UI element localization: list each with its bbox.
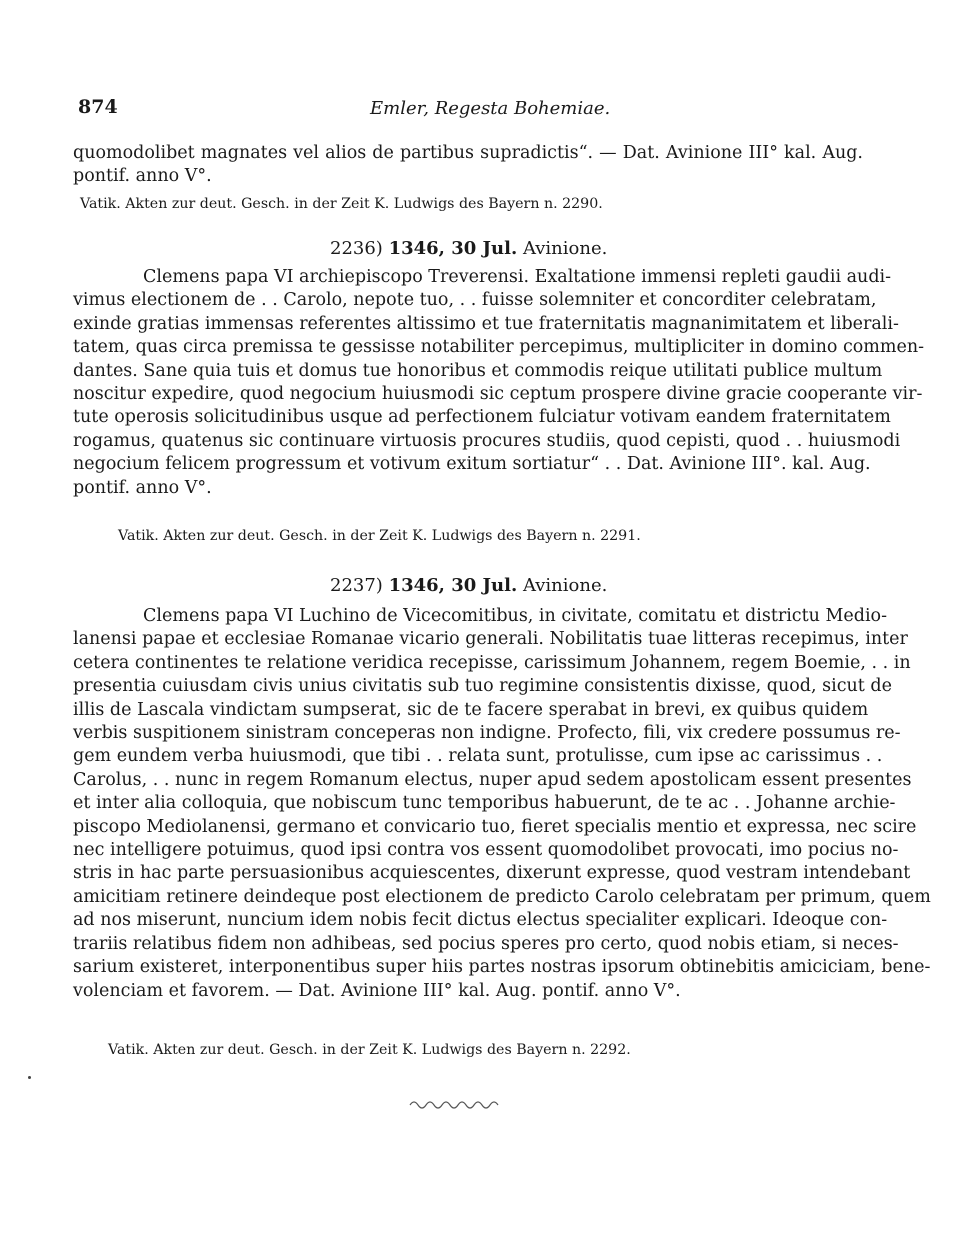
entry-source: Vatik. Akten zur deut. Gesch. in der Zeit K. Ludwigs des Bayern n. 2292. bbox=[108, 1042, 631, 1058]
text-line: tute operosis solicitudinibus usque ad perfectionem fulciatur votivam eandem fraternitatem bbox=[73, 407, 891, 428]
text-line: Clemens papa VI Luchino de Vicecomitibus, in civitate, comitatu et districtu Medio- bbox=[143, 606, 887, 626]
text-line: dantes. Sane quia tuis et domus tue honoribus et commodis reique utilitati publice multum bbox=[73, 360, 883, 381]
entry-heading bbox=[330, 575, 607, 596]
entry-number: 2236) bbox=[330, 238, 383, 259]
entry-text bbox=[73, 266, 925, 500]
text-line: presentia cuiusdam civis unius civitatis sub tuo regimine consistentis dixisse, quod, sicut de bbox=[73, 676, 892, 697]
text-line: exinde gratias immensas referentes altissimo et tue fraternitatis magnanimitatem et liberali- bbox=[73, 313, 899, 334]
text-line: rogamus, quatenus sic continuare virtuosis procures studiis, quod cepisti, quod . . huiusmodi bbox=[73, 430, 901, 451]
entry-date: 1346, 30 Jul. bbox=[388, 238, 518, 259]
text-line: vimus electionem de . . Carolo, nepote tuo, . . fuisse solemniter et concorditer celebratam, bbox=[73, 290, 877, 311]
text-line: ad nos miserunt, nuncium idem nobis fecit dictus electus specialiter explicari. Ideoque con- bbox=[73, 910, 888, 931]
text-line: pontif. anno V°. bbox=[73, 166, 212, 187]
running-title: Emler, Regesta Bohemiae. bbox=[370, 98, 611, 119]
entry-source: Vatik. Akten zur deut. Gesch. in der Zeit K. Ludwigs des Bayern n. 2291. bbox=[118, 528, 641, 544]
text-line: Clemens papa VI archiepiscopo Treverensi. Exaltatione immensi repleti gaudii audi- bbox=[143, 267, 892, 287]
text-line: lanensi papae et ecclesiae Romanae vicario generali. Nobilitatis tuae litteras recepimus, inter bbox=[73, 629, 908, 650]
text-line: volenciam et favorem. — Dat. Avinione III° kal. Aug. pontif. anno V°. bbox=[73, 980, 681, 1001]
text-line: cetera continentes te relatione veridica recepisse, carissimum Johannem, regem Boemie, . . in bbox=[73, 652, 911, 673]
entry-place: Avinione. bbox=[522, 238, 608, 259]
page-number: 874 bbox=[78, 96, 118, 118]
entry-heading bbox=[330, 238, 607, 259]
text-line: trariis relatibus fidem non adhibeas, sed pocius speres pro certo, quod nobis etiam, si neces- bbox=[73, 933, 899, 954]
text-line: tatem, quas circa premissa te gessisse notabiliter percepimus, multipliciter in domino commen- bbox=[73, 337, 925, 358]
text-line: noscitur expedire, quod negocium huiusmodi sic ceptum prospere divine gracie cooperante vir- bbox=[73, 384, 923, 405]
prev-entry-text bbox=[73, 142, 863, 189]
text-line: et inter alia colloquia, que nobiscum tunc temporibus habuerunt, de te ac . . Johanne archie- bbox=[73, 793, 896, 814]
text-line: illis de Lascala vindictam sumpserat, sic de te facere sperabat in brevi, ex quibus quidem bbox=[73, 699, 869, 720]
text-line: piscopo Mediolanensi, germano et convicario tuo, fieret specialis mentio et expressa, nec scire bbox=[73, 816, 917, 837]
margin-speck bbox=[28, 1076, 31, 1079]
entry-text bbox=[73, 605, 931, 1003]
entry-place: Avinione. bbox=[522, 575, 608, 596]
text-line: Carolus, . . nunc in regem Romanum electus, nuper apud sedem apostolicam essent presentes bbox=[73, 769, 912, 790]
text-line: amicitiam retinere deindeque post electionem de predicto Carolo celebratam per primum, quem bbox=[73, 886, 931, 907]
text-line: negocium felicem progressum et votivum exitum sortiatur“ . . Dat. Avinione III°. kal. Aug. bbox=[73, 454, 871, 475]
text-line: nec intelligere potuimus, quod ipsi contra vos essent quomodolibet provocati, imo pocius no- bbox=[73, 840, 899, 861]
wavy-rule-ornament bbox=[408, 1098, 504, 1112]
text-line: verbis suspitionem sinistram conceperas non indigne. Profecto, fili, vix credere possumus re- bbox=[73, 723, 901, 744]
text-line: stris in hac parte persuasionibus acquiescentes, dixerunt expresse, quod vestram intendebant bbox=[73, 863, 911, 884]
text-line: gem eundem verba huiusmodi, que tibi . . relata sunt, protulisse, cum ipse ac carissimus . . bbox=[73, 746, 883, 767]
prev-entry-source: Vatik. Akten zur deut. Gesch. in der Zeit K. Ludwigs des Bayern n. 2290. bbox=[80, 196, 603, 212]
text-line: pontif. anno V°. bbox=[73, 477, 212, 498]
text-line: sarium existeret, interponentibus super hiis partes nostras ipsorum obtinebitis amiciciam, bene- bbox=[73, 957, 931, 978]
entry-date: 1346, 30 Jul. bbox=[388, 575, 518, 596]
entry-number: 2237) bbox=[330, 575, 383, 596]
text-line: quomodolibet magnates vel alios de partibus supradictis“. — Dat. Avinione III° kal. Aug. bbox=[73, 143, 863, 163]
